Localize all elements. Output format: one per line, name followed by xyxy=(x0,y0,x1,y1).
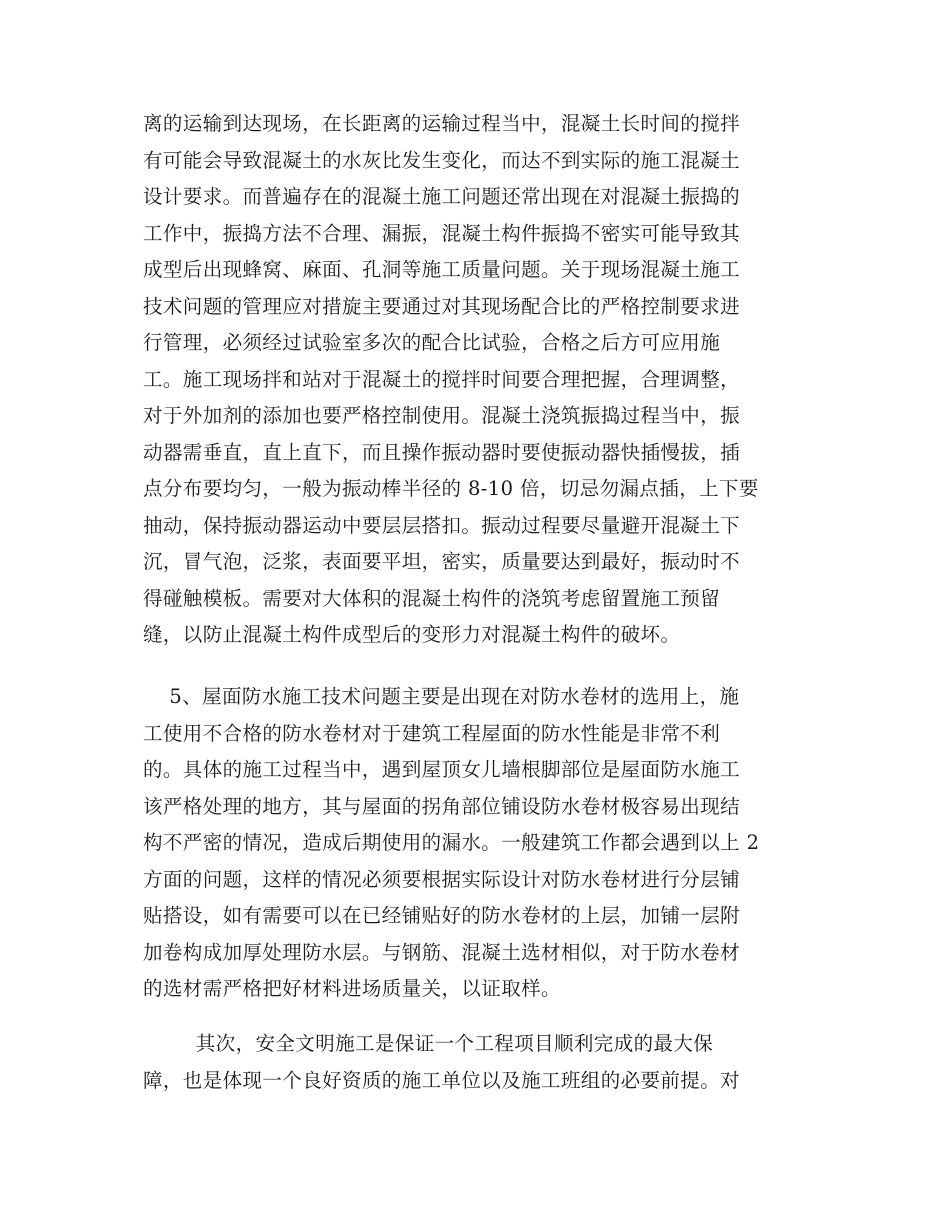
paragraph-roof-waterproofing xyxy=(143,679,823,1008)
text-line: 其次，安全文明施工是保证一个工程项目顺利完成的最大保 xyxy=(143,1032,714,1055)
text-line: 设计要求。而普遍存在的混凝土施工问题还常出现在对混凝土振捣的 xyxy=(143,185,741,208)
text-line: 加卷构成加厚处理防水层。与钢筋、混凝土选材相似，对于防水卷材 xyxy=(143,940,741,964)
text-line: 贴搭设，如有需要可以在已经铺贴好的防水卷材的上层，加铺一层附 xyxy=(143,904,741,927)
paragraph-concrete-construction xyxy=(143,106,823,654)
text-line: 工作中，振捣方法不合理、漏振，混凝土构件振捣不密实可能导致其 xyxy=(143,221,741,245)
text-line: 的选材需严格把好材料进场质量关，以证取样。 xyxy=(143,977,561,1000)
paragraph-safety-construction xyxy=(143,1026,823,1099)
text-line: 沉，冒气泡，泛浆，表面要平坦，密实，质量要达到最好，振动时不 xyxy=(143,550,741,573)
text-line: 工使用不合格的防水卷材对于建筑工程屋面的防水性能是非常不利 xyxy=(143,721,721,745)
text-line: 得碰触模板。需要对大体积的混凝土构件的浇筑考虑留置施工预留 xyxy=(143,586,721,610)
text-line: 的。具体的施工过程当中，遇到屋顶女儿墙根脚部位是屋面防水施工 xyxy=(143,758,741,781)
text-line: 方面的问题，这样的情况必须要根据实际设计对防水卷材进行分层铺 xyxy=(143,867,741,891)
text-line: 构不严密的情况，造成后期使用的漏水。一般建筑工作都会遇到以上 2 xyxy=(143,831,760,854)
text-line: 技术问题的管理应对措旋主要通过对其现场配合比的严格控制要求进 xyxy=(143,294,741,318)
text-line: 工。施工现场拌和站对于混凝土的搅拌时间要合理把握，合理调整， xyxy=(143,367,741,391)
text-line: 缝，以防止混凝土构件成型后的变形力对混凝土构件的破坏。 xyxy=(143,623,681,646)
text-line: 动器需垂直，直上直下，而且操作振动器时要使振动器快插慢拔，插 xyxy=(143,440,741,464)
text-line: 障，也是体现一个良好资质的施工单位以及施工班组的必要前提。对 xyxy=(143,1068,741,1092)
text-line: 抽动，保持振动器运动中要层层搭扣。振动过程要尽量避开混凝土下 xyxy=(143,513,741,537)
text-line: 行管理，必须经过试验室多次的配合比试验，合格之后方可应用施 xyxy=(143,331,721,354)
text-line: 点分布要均匀，一般为振动棒半径的 8-10 倍，切忌勿漏点插，上下要 xyxy=(143,477,759,500)
text-line: 对于外加剂的添加也要严格控制使用。混凝土浇筑振捣过程当中，振 xyxy=(143,404,741,427)
text-line: 5、屋面防水施工技术问题主要是出现在对防水卷材的选用上，施 xyxy=(143,685,740,708)
text-line: 成型后出现蜂窝、麻面、孔洞等施工质量问题。关于现场混凝土施工 xyxy=(143,258,741,281)
text-line: 有可能会导致混凝土的水灰比发生变化，而达不到实际的施工混凝土 xyxy=(143,148,741,172)
text-line: 离的运输到达现场，在长距离的运输过程当中，混凝土长时间的搅拌 xyxy=(143,112,741,135)
text-line: 该严格处理的地方，其与屋面的拐角部位铺设防水卷材极容易出现结 xyxy=(143,794,741,818)
